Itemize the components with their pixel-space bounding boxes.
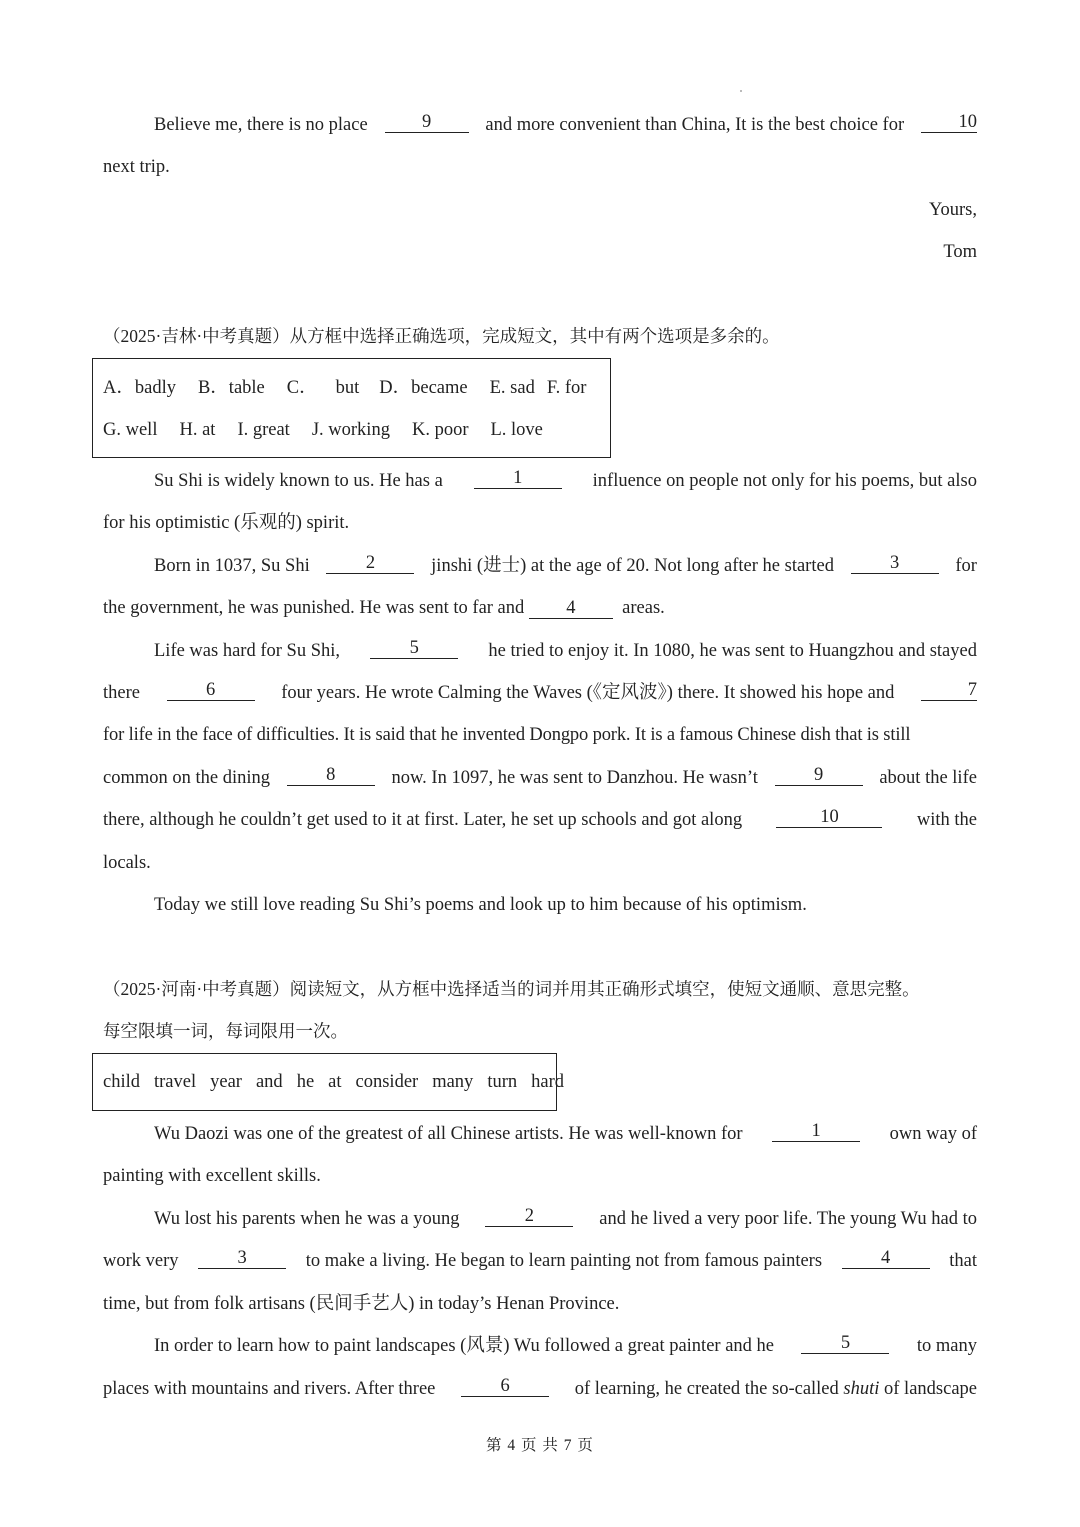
option-f: F. for xyxy=(546,378,587,398)
jilin-p2-line1: Born in 1037, Su Shi 2 jinshi (进士) at the age of 20. Not long after he started 3 for xyxy=(154,553,977,576)
option-g: G. well xyxy=(103,420,158,440)
jilin-p3-line3: for life in the face of difficulties. It is said that he invented Dongpo pork. It is a famous Chinese dish that is still xyxy=(103,725,911,745)
jilin-p1-line2: for his optimistic (乐观的) spirit. xyxy=(103,513,350,533)
henan-wordbank-box xyxy=(92,1053,564,1111)
word-child: child xyxy=(103,1072,140,1092)
henan-blank-6[interactable]: 6 xyxy=(461,1374,549,1397)
henan-blank-4[interactable]: 4 xyxy=(842,1246,930,1269)
henan-blank-1[interactable]: 1 xyxy=(772,1119,860,1142)
option-d: D．became xyxy=(379,378,468,398)
wordbank-row xyxy=(103,1067,564,1097)
word-turn: turn xyxy=(487,1072,518,1092)
jilin-blank-8[interactable]: 8 xyxy=(287,763,375,786)
jilin-p4: Today we still love reading Su Shi’s poems and look up to him because of his optimism. xyxy=(154,895,807,915)
shuti-term: shuti xyxy=(843,1379,880,1399)
jilin-p1-line1: Su Shi is widely known to us. He has a 1 influence on people not only for his poems, but also xyxy=(154,468,977,491)
option-c: C． xyxy=(286,378,318,398)
options-row-2 xyxy=(103,415,543,445)
jilin-p3-line1: Life was hard for Su Shi, 5 he tried to enjoy it. In 1080, he was sent to Huangzhou and stayed xyxy=(154,638,977,661)
jilin-blank-4[interactable]: 4 xyxy=(529,596,613,619)
henan-heading-1: （2025·河南·中考真题）阅读短文，从方框中选择适当的词并用其正确形式填空，使短文通顺、意思完整。 xyxy=(103,979,920,999)
option-b: B．table xyxy=(197,378,265,398)
word-he: he xyxy=(296,1072,315,1092)
page-footer: 第 4 页 共 7 页 xyxy=(486,1437,594,1454)
word-at: at xyxy=(328,1072,342,1092)
henan-blank-3[interactable]: 3 xyxy=(198,1246,286,1269)
option-c-word: but xyxy=(335,378,360,398)
jilin-p2-line2: the government, he was punished. He was sent to far and 4 areas. xyxy=(103,598,665,618)
jilin-options-box xyxy=(92,358,611,458)
document-page xyxy=(103,0,977,1527)
word-travel: travel xyxy=(154,1072,197,1092)
jilin-blank-10[interactable]: 10 xyxy=(776,805,882,828)
henan-p3-line1: In order to learn how to paint landscapes (风景) Wu followed a great painter and he 5 to many xyxy=(154,1333,977,1356)
jilin-blank-7[interactable]: 7 xyxy=(921,678,977,701)
letter-closing: Yours, xyxy=(929,200,977,220)
jilin-blank-3[interactable]: 3 xyxy=(851,551,939,574)
henan-blank-2[interactable]: 2 xyxy=(485,1204,573,1227)
jilin-blank-6[interactable]: 6 xyxy=(167,678,255,701)
blank-10[interactable]: 10 xyxy=(921,110,977,133)
henan-p2-line2: work very 3 to make a living. He began to learn painting not from famous painters 4 that xyxy=(103,1248,977,1271)
jilin-blank-1[interactable]: 1 xyxy=(474,466,562,489)
letter-line-1: Believe me, there is no place 9 and more convenient than China, It is the best choice for 10 xyxy=(154,112,977,135)
jilin-p3-line5: there, although he couldn’t get used to it at first. Later, he set up schools and got along 10 with the xyxy=(103,807,977,830)
henan-p1-line1: Wu Daozi was one of the greatest of all Chinese artists. He was well-known for 1 own way of xyxy=(154,1121,977,1144)
blank-9[interactable]: 9 xyxy=(385,110,469,133)
jilin-blank-9[interactable]: 9 xyxy=(775,763,863,786)
henan-p3-line2: places with mountains and rivers. After three 6 of learning, he created the so-called shuti of landscape xyxy=(103,1376,977,1399)
letter-line-2: next trip. xyxy=(103,157,170,177)
henan-blank-5[interactable]: 5 xyxy=(801,1331,889,1354)
option-e: E. sad xyxy=(489,378,535,398)
option-l: L. love xyxy=(490,420,543,440)
henan-p1-line2: painting with excellent skills. xyxy=(103,1166,321,1186)
jilin-blank-5[interactable]: 5 xyxy=(370,636,458,659)
jilin-heading: （2025·吉林·中考真题）从方框中选择正确选项，完成短文，其中有两个选项是多余的。 xyxy=(103,326,780,346)
word-hard: hard xyxy=(531,1072,564,1092)
options-row-1 xyxy=(103,373,586,403)
jilin-p3-line6: locals. xyxy=(103,853,151,873)
jilin-p3-line2: there 6 four years. He wrote Calming the Waves (《定风波》) there. It showed his hope and 7 xyxy=(103,680,977,703)
jilin-p3-line4: common on the dining 8 now. In 1097, he was sent to Danzhou. He wasn’t 9 about the life xyxy=(103,765,977,788)
word-consider: consider xyxy=(355,1072,419,1092)
option-k: K. poor xyxy=(411,420,469,440)
henan-p2-line1: Wu lost his parents when he was a young 2 and he lived a very poor life. The young Wu had to xyxy=(154,1206,977,1229)
henan-heading-2: 每空限填一词，每词限用一次。 xyxy=(103,1021,348,1041)
jilin-blank-2[interactable]: 2 xyxy=(326,551,414,574)
option-a: A．badly xyxy=(103,378,176,398)
letter-signature: Tom xyxy=(943,242,977,262)
word-many: many xyxy=(432,1072,474,1092)
word-and: and xyxy=(255,1072,283,1092)
option-i: I. great xyxy=(237,420,290,440)
word-year: year xyxy=(210,1072,242,1092)
henan-p2-line3: time, but from folk artisans (民间手艺人) in today’s Henan Province. xyxy=(103,1294,620,1314)
option-j: J. working xyxy=(311,420,390,440)
option-h: H. at xyxy=(179,420,216,440)
